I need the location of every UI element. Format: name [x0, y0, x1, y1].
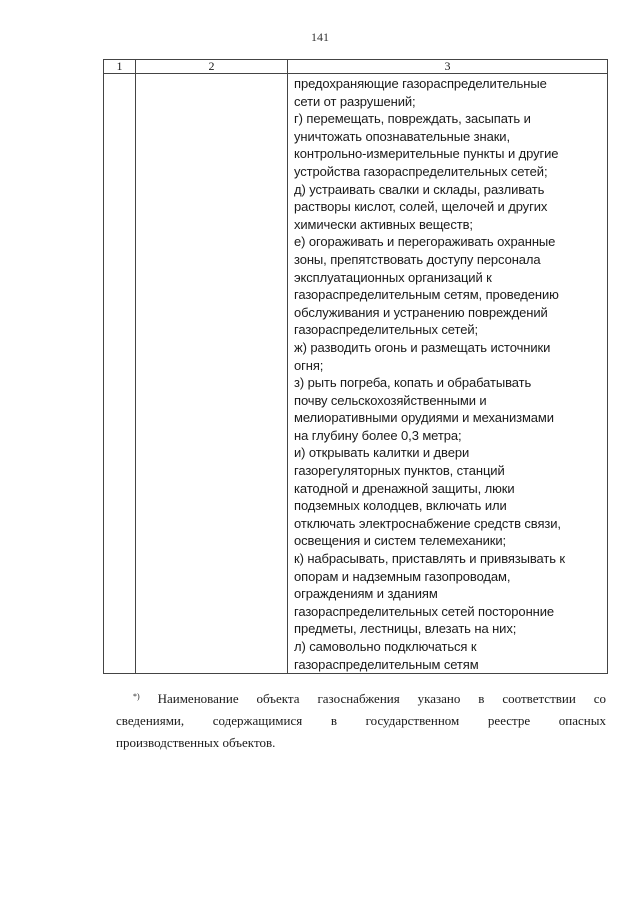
- table-header-row: [104, 60, 608, 74]
- footnote-text-1: Наименование объекта газоснабжения указано в соответствии со: [157, 691, 606, 706]
- footnote-line-2: сведениями, содержащимися в государственном реестре опасных: [116, 713, 606, 728]
- table-row: [104, 74, 608, 674]
- text-line: опорам и надземным газопроводам,: [294, 568, 511, 584]
- text-line: з) рыть погреба, копать и обрабатывать: [294, 375, 532, 391]
- text-line: уничтожать опознавательные знаки,: [294, 128, 510, 144]
- text-line: е) огораживать и перегораживать охранные: [294, 234, 556, 250]
- text-line: освещения и систем телемеханики;: [294, 533, 507, 549]
- text-line: д) устраивать свалки и склады, разливать: [294, 181, 545, 197]
- cell-col-2: [136, 74, 288, 674]
- footnote-line-1: [116, 688, 606, 710]
- header-col-2: 2: [136, 60, 288, 74]
- text-line: зоны, препятствовать доступу персонала: [294, 251, 541, 267]
- text-line: и) открывать калитки и двери: [294, 445, 470, 461]
- text-line: газорегуляторных пунктов, станций: [294, 463, 505, 479]
- header-col-3: 3: [288, 60, 608, 74]
- text-line: газораспределительных сетей посторонние: [294, 603, 555, 619]
- footnote-marker: *): [133, 692, 140, 701]
- header-col-1: 1: [104, 60, 136, 74]
- column-3-text: [288, 74, 607, 673]
- footnote-line-3: производственных объектов.: [116, 735, 276, 750]
- text-line: устройства газораспределительных сетей;: [294, 163, 548, 179]
- text-line: контрольно-измерительные пункты и другие: [294, 146, 559, 162]
- text-line: обслуживания и устранению повреждений: [294, 304, 548, 320]
- text-line: к) набрасывать, приставлять и привязывать к: [294, 551, 566, 567]
- document-table: [103, 59, 608, 674]
- text-line: газораспределительным сетям: [294, 656, 479, 672]
- text-line: почву сельскохозяйственными и: [294, 392, 487, 408]
- cell-col-1: [104, 74, 136, 674]
- text-line: эксплуатационных организаций к: [294, 269, 492, 285]
- text-line: огня;: [294, 357, 324, 373]
- text-line: растворы кислот, солей, щелочей и других: [294, 199, 548, 215]
- cell-col-3: [288, 74, 608, 674]
- text-line: на глубину более 0,3 метра;: [294, 427, 462, 443]
- text-line: газораспределительным сетям, проведению: [294, 287, 559, 303]
- text-line: л) самовольно подключаться к: [294, 639, 477, 654]
- footnote: [116, 688, 606, 754]
- text-line: катодной и дренажной защиты, люки: [294, 480, 515, 496]
- text-line: г) перемещать, повреждать, засыпать и: [294, 111, 531, 127]
- text-line: предметы, лестницы, влезать на них;: [294, 621, 517, 637]
- text-line: ограждениям и зданиям: [294, 586, 438, 602]
- text-line: подземных колодцев, включать или: [294, 498, 507, 514]
- text-line: отключать электроснабжение средств связи,: [294, 515, 561, 531]
- text-line: ж) разводить огонь и размещать источники: [294, 339, 551, 355]
- text-line: мелиоративными орудиями и механизмами: [294, 410, 554, 426]
- page-number: 141: [311, 30, 329, 44]
- text-line: газораспределительных сетей;: [294, 322, 478, 338]
- text-line: сети от разрушений;: [294, 93, 416, 109]
- text-line: химически активных веществ;: [294, 216, 473, 232]
- text-line: предохраняющие газораспределительные: [294, 76, 547, 91]
